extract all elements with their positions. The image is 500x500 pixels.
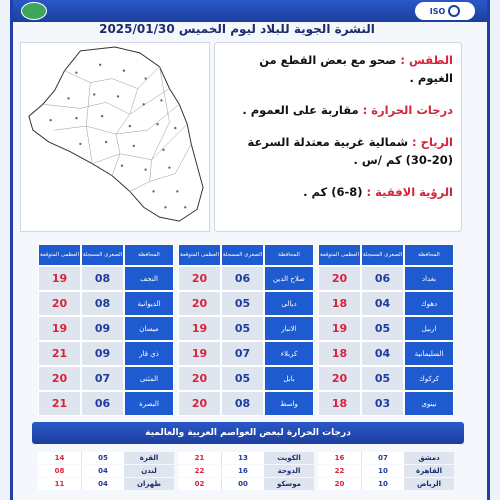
min-temperature: 05 <box>361 366 404 391</box>
capital-min-temperature: 13 <box>221 452 264 464</box>
meteorology-logo-icon <box>21 2 47 20</box>
capital-row <box>318 452 454 464</box>
capital-min-temperature: 10 <box>361 478 404 490</box>
min-temperature: 04 <box>361 291 404 316</box>
max-temperature: 19 <box>38 266 81 291</box>
max-temperature: 20 <box>38 366 81 391</box>
governorate-name: بغداد <box>404 266 454 291</box>
header-min-recorded: الصغرى المسجلة <box>361 244 404 266</box>
capital-name: الرياض <box>404 478 454 490</box>
header-min-recorded: الصغرى المسجلة <box>221 244 264 266</box>
capitals-table <box>178 452 314 491</box>
capital-name: لندن <box>124 465 174 477</box>
table-row <box>38 341 174 366</box>
governorate-name: السليمانية <box>404 341 454 366</box>
table-row <box>178 366 314 391</box>
table-row <box>318 266 454 291</box>
min-temperature: 05 <box>221 366 264 391</box>
max-temperature: 18 <box>318 341 361 366</box>
weather-row <box>223 51 453 87</box>
header-max-expected: العظمى المتوقعة <box>38 244 81 266</box>
capital-name: موسكو <box>264 478 314 490</box>
bulletin-title: النشرة الجوية للبلاد ليوم الخميس 2025/01/30 <box>99 22 375 36</box>
header-max-expected: العظمى المتوقعة <box>318 244 361 266</box>
governorate-name: اربيل <box>404 316 454 341</box>
governorate-name: البصرة <box>124 391 174 416</box>
governorate-name: المثنى <box>124 366 174 391</box>
capital-max-temperature: 02 <box>178 478 221 490</box>
capital-row <box>318 478 454 490</box>
governorate-name: ذي قار <box>124 341 174 366</box>
capital-max-temperature: 08 <box>38 465 81 477</box>
wind-text: شمالية غربية معتدلة السرعة (20-30) كم /س . <box>247 135 453 167</box>
governorate-name: نينوى <box>404 391 454 416</box>
capital-row <box>178 452 314 464</box>
header-bar <box>13 0 487 22</box>
table-row <box>38 366 174 391</box>
governorate-tables <box>38 244 454 416</box>
governorate-name: ميسان <box>124 316 174 341</box>
capitals-tables <box>38 452 454 500</box>
iraq-map-icon <box>21 43 209 231</box>
table-row <box>178 266 314 291</box>
table-row <box>38 291 174 316</box>
max-temperature: 21 <box>38 341 81 366</box>
capital-min-temperature: 00 <box>221 478 264 490</box>
min-temperature: 05 <box>221 291 264 316</box>
capital-max-temperature: 11 <box>38 478 81 490</box>
min-temperature: 08 <box>81 266 124 291</box>
governorate-name: الديوانية <box>124 291 174 316</box>
table-header <box>38 244 174 266</box>
table-row <box>38 391 174 416</box>
weather-label: الطقس : <box>400 53 453 67</box>
table-header <box>178 244 314 266</box>
capital-min-temperature: 16 <box>221 465 264 477</box>
capital-row <box>38 452 174 464</box>
forecast-panel <box>214 42 462 232</box>
max-temperature: 19 <box>178 341 221 366</box>
min-temperature: 06 <box>81 391 124 416</box>
table-row <box>178 341 314 366</box>
capitals-title: درجات الحرارة لبعض العواصم العربية والعالمية <box>32 422 464 444</box>
table-row <box>38 266 174 291</box>
capital-max-temperature: 22 <box>318 465 361 477</box>
governorate-name: دهوك <box>404 291 454 316</box>
capital-min-temperature: 10 <box>361 465 404 477</box>
capital-name: القاهرة <box>404 465 454 477</box>
table-row <box>178 291 314 316</box>
table-row <box>318 341 454 366</box>
capital-max-temperature: 21 <box>178 452 221 464</box>
header-max-expected: العظمى المتوقعة <box>178 244 221 266</box>
capitals-table <box>38 452 174 491</box>
governorate-name: كركوك <box>404 366 454 391</box>
header-governorate: المحافظة <box>404 244 454 266</box>
table-row <box>318 391 454 416</box>
visibility-row <box>223 183 453 201</box>
capital-row <box>38 478 174 490</box>
governorate-name: ديالى <box>264 291 314 316</box>
governorate-name: كربلاء <box>264 341 314 366</box>
wind-label: الرياح : <box>412 135 453 149</box>
max-temperature: 19 <box>178 316 221 341</box>
capital-max-temperature: 22 <box>178 465 221 477</box>
governorate-name: صلاح الدين <box>264 266 314 291</box>
iso-badge <box>415 2 475 20</box>
capital-name: الدوحة <box>264 465 314 477</box>
capital-row <box>178 465 314 477</box>
max-temperature: 20 <box>318 366 361 391</box>
min-temperature: 03 <box>361 391 404 416</box>
weather-text: صحو مع بعض القطع من الغيوم . <box>259 53 453 85</box>
table-header <box>318 244 454 266</box>
capitals-table <box>318 452 454 491</box>
capital-max-temperature: 20 <box>318 478 361 490</box>
max-temperature: 20 <box>318 266 361 291</box>
governorate-name: واسط <box>264 391 314 416</box>
governorate-name: الانبار <box>264 316 314 341</box>
capital-max-temperature: 16 <box>318 452 361 464</box>
capital-row <box>318 465 454 477</box>
capital-name: القرة <box>124 452 174 464</box>
min-temperature: 04 <box>361 341 404 366</box>
table-row <box>318 291 454 316</box>
governorate-table <box>178 244 314 416</box>
table-row <box>38 316 174 341</box>
iso-circle-icon <box>448 5 460 17</box>
min-temperature: 05 <box>221 316 264 341</box>
table-row <box>178 316 314 341</box>
governorate-name: بابل <box>264 366 314 391</box>
max-temperature: 19 <box>38 316 81 341</box>
capital-min-temperature: 07 <box>361 452 404 464</box>
table-row <box>318 366 454 391</box>
iso-label: ISO <box>429 6 446 16</box>
min-temperature: 09 <box>81 341 124 366</box>
governorate-table <box>318 244 454 416</box>
table-row <box>318 316 454 341</box>
min-temperature: 08 <box>221 391 264 416</box>
min-temperature: 07 <box>81 366 124 391</box>
max-temperature: 20 <box>38 291 81 316</box>
min-temperature: 05 <box>361 316 404 341</box>
header-governorate: المحافظة <box>124 244 174 266</box>
max-temperature: 20 <box>178 366 221 391</box>
min-temperature: 09 <box>81 316 124 341</box>
max-temperature: 21 <box>38 391 81 416</box>
capital-min-temperature: 04 <box>81 465 124 477</box>
min-temperature: 06 <box>361 266 404 291</box>
max-temperature: 19 <box>318 316 361 341</box>
visibility-label: الرؤية الافقية : <box>366 185 453 199</box>
min-temperature: 07 <box>221 341 264 366</box>
governorate-table <box>38 244 174 416</box>
wind-row <box>223 133 453 169</box>
temperature-text: مقاربة على العموم . <box>242 103 359 117</box>
capital-name: الكويت <box>264 452 314 464</box>
capital-row <box>38 465 174 477</box>
capital-min-temperature: 05 <box>81 452 124 464</box>
capital-max-temperature: 14 <box>38 452 81 464</box>
governorate-name: النجف <box>124 266 174 291</box>
header-min-recorded: الصغرى المسجلة <box>81 244 124 266</box>
capital-min-temperature: 04 <box>81 478 124 490</box>
header-governorate: المحافظة <box>264 244 314 266</box>
capital-name: دمشق <box>404 452 454 464</box>
capital-row <box>178 478 314 490</box>
min-temperature: 06 <box>221 266 264 291</box>
temperature-label: درجات الحرارة : <box>362 103 453 117</box>
temperature-row <box>223 101 453 119</box>
capital-name: طهران <box>124 478 174 490</box>
max-temperature: 20 <box>178 391 221 416</box>
max-temperature: 20 <box>178 291 221 316</box>
table-row <box>178 391 314 416</box>
min-temperature: 08 <box>81 291 124 316</box>
max-temperature: 20 <box>178 266 221 291</box>
visibility-text: (8-6) كم . <box>303 185 363 199</box>
max-temperature: 18 <box>318 391 361 416</box>
iraq-map <box>20 42 210 232</box>
max-temperature: 18 <box>318 291 361 316</box>
